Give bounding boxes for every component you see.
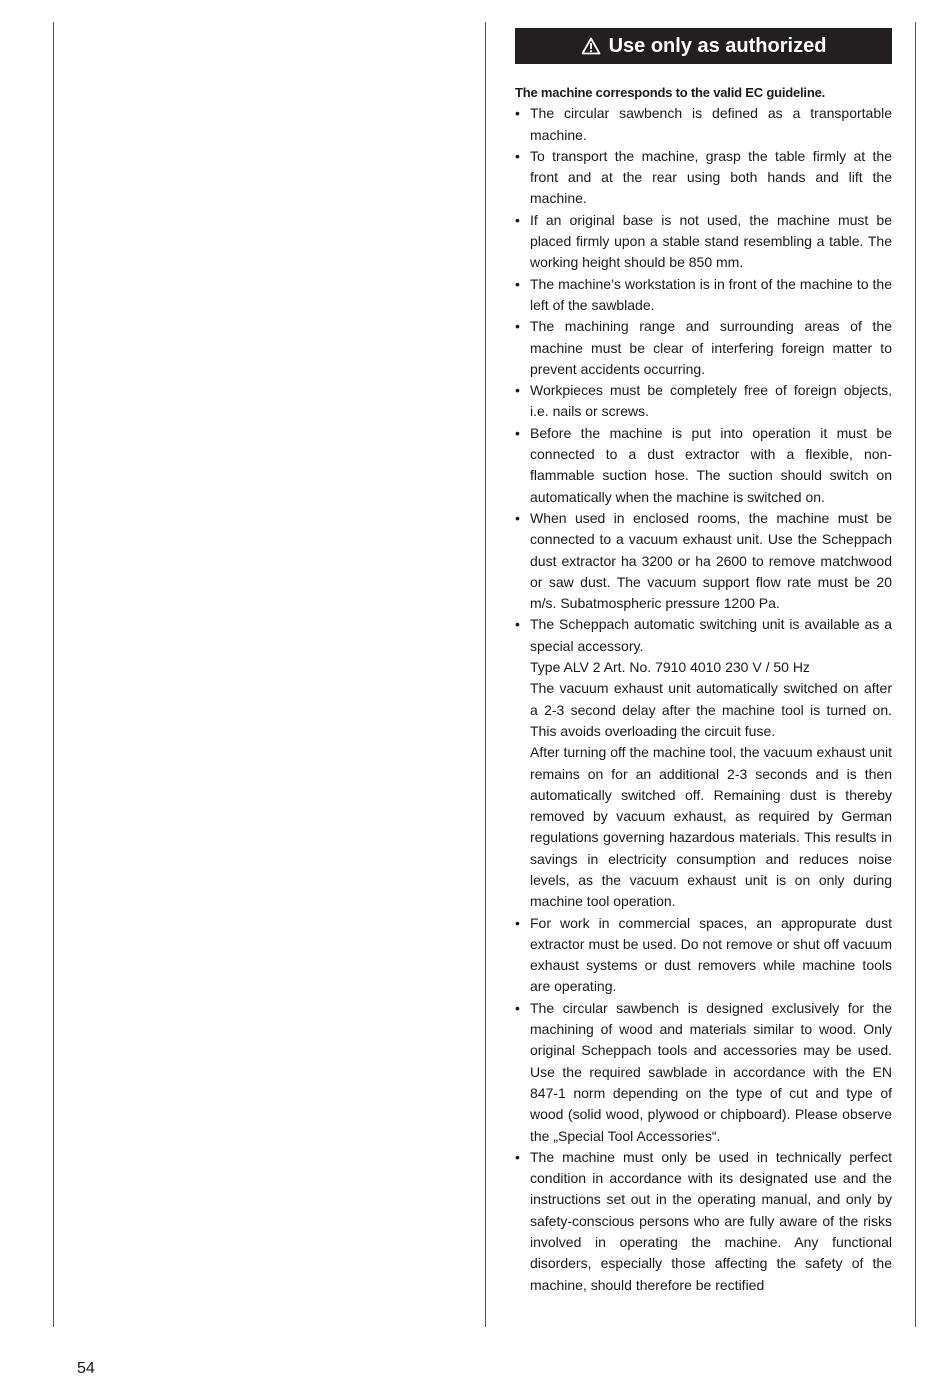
bullet-item [515, 1147, 892, 1296]
bullet-paragraph: • For work in commercial spaces, an appropurate dust extractor must be used. Do not remove or shut off vacuum exhaust systems or dust removers while machine tools are operating. [530, 914, 892, 995]
column-divider-rule [485, 22, 486, 1327]
section-banner [515, 28, 892, 64]
safety-bullet-list [515, 103, 892, 1296]
bullet-item [515, 103, 892, 146]
bullet-paragraph: • The machining range and surrounding areas of the machine must be clear of interfering foreign matter to prevent accidents occurring. [530, 318, 892, 377]
bullet-paragraph: • If an original base is not used, the machine must be placed firmly upon a stable stand resembling a table. The working height should be 850 mm. [530, 211, 892, 271]
ec-guideline-subheading: The machine corresponds to the valid EC guideline. [515, 85, 826, 100]
section-title: Use only as authorized [608, 34, 827, 57]
bullet-item [515, 614, 892, 912]
bullet-paragraph: • To transport the machine, grasp the table firmly at the front and at the rear using both hands and lift the machine. [530, 147, 892, 207]
bullet-item [515, 146, 892, 210]
bullet-item [515, 998, 892, 1147]
left-margin-rule [53, 22, 54, 1327]
bullet-paragraph: • Workpieces must be completely free of foreign objects, i.e. nails or screws. [530, 382, 892, 420]
bullet-paragraph: • The machine must only be used in technically perfect condition in accordance with its designated use and the instructions set out in the operating manual, and only by safety-conscious persons who are fully aware of the risks involved in operating the machine. Any functional disorders, especially those affecting the safety of the machine, should therefore be rectified [530, 1148, 892, 1293]
warning-triangle-icon [581, 37, 601, 55]
bullet-item [515, 274, 892, 317]
bullet-paragraph: • When used in enclosed rooms, the machine must be connected to a vacuum exhaust unit. Use the Scheppach dust extractor ha 3200 or ha 2600 to remove matchwood or saw dust. The vacuum support flow rate must be 20 m/s. Subatmospheric pressure 1200 Pa. [530, 509, 892, 612]
bullet-paragraph: • Before the machine is put into operation it must be connected to a dust extractor with a flexible, non-flammable suction hose. The suction should switch on automatically when the machine is switched on. [530, 424, 892, 505]
bullet-item [515, 913, 892, 998]
bullet-paragraph: After turning off the machine tool, the vacuum exhaust unit remains on for an additional 2-3 seconds and is then automatically switched off. Remaining dust is thereby removed by vacuum exhaust, as required by German regulations governing hazardous materials. This results in savings in electricity consumption and reduces noise levels, as the vacuum exhaust unit is on only during machine tool operation. [530, 744, 892, 910]
bullet-paragraph: • The circular sawbench is defined as a transportable machine. [530, 105, 892, 143]
bullet-item [515, 210, 892, 274]
right-margin-rule [915, 22, 916, 1327]
bullet-paragraph: • The Scheppach automatic switching unit is available as a special accessory. [530, 616, 892, 654]
bullet-item [515, 316, 892, 380]
page-number: 54 [77, 1360, 95, 1377]
bullet-paragraph: • The circular sawbench is designed exclusively for the machining of wood and materials similar to wood. Only original Scheppach tools and accessories may be used. Use the required sawblade in accordance with the EN 847-1 norm depending on the type of cut and type of wood (solid wood, plywood or chipboard). Please observe the „Special Tool Accessories“. [530, 999, 892, 1144]
bullet-paragraph: Type ALV 2 Art. No. 7910 4010 230 V / 50 Hz [530, 659, 810, 676]
bullet-item [515, 423, 892, 508]
bullet-paragraph: The vacuum exhaust unit automatically switched on after a 2-3 second delay after the machine tool is turned on. This avoids overloading the circuit fuse. [530, 680, 892, 739]
right-column [515, 28, 892, 1296]
bullet-item [515, 380, 892, 423]
bullet-paragraph: • The machine’s workstation is in front of the machine to the left of the sawblade. [530, 275, 892, 313]
bullet-item [515, 508, 892, 614]
